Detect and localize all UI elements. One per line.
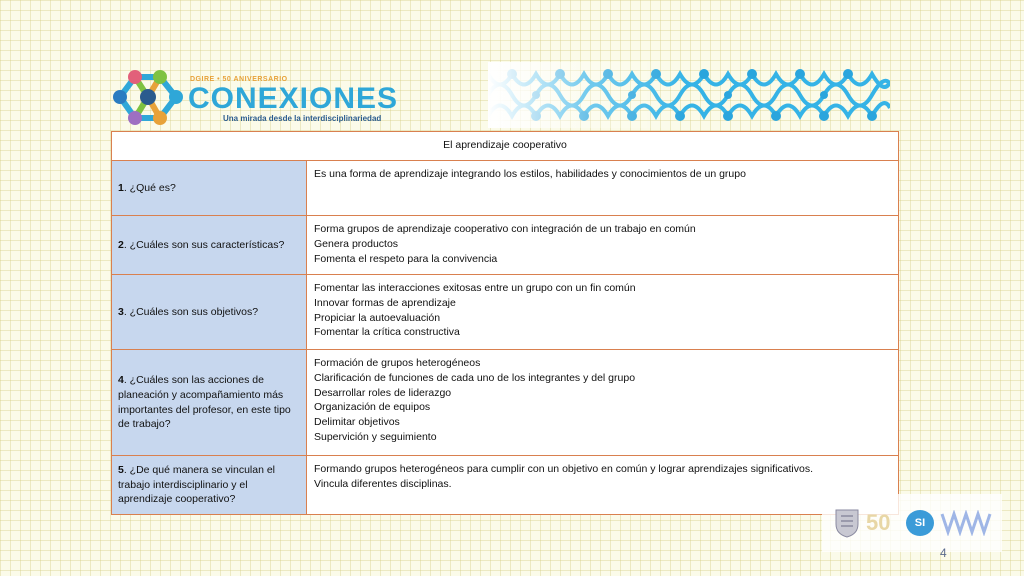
fifty-years-logo-icon — [866, 508, 900, 538]
logo-network-icon — [110, 62, 188, 132]
answer-line: Fomentar las interacciones exitosas entre un grupo con un fin común — [314, 282, 636, 294]
question-cell — [112, 350, 307, 456]
question-text: . ¿Cuáles son las acciones de planeación y acompañamiento más importantes del profesor, en este tipo de trabajo? — [118, 373, 291, 431]
question-cell — [112, 161, 307, 216]
table-row — [112, 456, 899, 515]
question-number: 2 — [118, 238, 124, 251]
question-number: 4 — [118, 373, 124, 386]
answer-line: Propiciar la autoevaluación — [314, 311, 441, 324]
decorative-chain-band — [488, 62, 890, 128]
answer-line: Formación de grupos heterogéneos — [314, 357, 481, 369]
answer-line: Clarificación de funciones de cada uno de los integrantes y del grupo — [314, 371, 636, 384]
logo-subtitle: Una mirada desde la interdisciplinariedad — [223, 114, 382, 123]
question-number: 1 — [118, 181, 124, 194]
question-cell — [112, 275, 307, 350]
answer-line: Organización de equipos — [314, 401, 431, 414]
answer-line: Vincula diferentes disciplinas. — [314, 477, 452, 490]
logo-title: CONEXIONES — [188, 82, 399, 115]
answer-cell — [307, 275, 899, 350]
answer-line: Desarrollar roles de liderazgo — [314, 386, 452, 399]
answer-cell — [307, 161, 899, 216]
question-text: . ¿Cuáles son sus características? — [123, 238, 285, 251]
answer-cell — [307, 216, 899, 275]
question-cell — [112, 456, 307, 515]
answer-line: Fomentar la crítica constructiva — [314, 326, 460, 339]
answer-line: Innovar formas de aprendizaje — [314, 296, 456, 309]
anniversary-label: DGIRE • 50 ANIVERSARIO — [190, 76, 288, 83]
question-number: 3 — [118, 305, 124, 318]
answer-cell — [307, 456, 899, 515]
page-number: 4 — [940, 546, 947, 560]
question-text: . ¿Qué es? — [123, 181, 176, 194]
question-cell — [112, 216, 307, 275]
conexiones-logo — [110, 62, 400, 132]
wavy-logo-icon — [940, 510, 996, 536]
table-row — [112, 161, 899, 216]
table-title: El aprendizaje cooperativo — [112, 132, 899, 161]
answer-line: Supervición y seguimiento — [314, 430, 437, 443]
table-header-row — [112, 132, 899, 161]
question-number: 5 — [118, 463, 124, 476]
footer-logos — [822, 494, 1002, 552]
answer-line: Es una forma de aprendizaje integrando los estilos, habilidades y conocimientos de un grupo — [314, 168, 746, 180]
answer-line: Forma grupos de aprendizaje cooperativo con integración de un trabajo en común — [314, 223, 696, 235]
answer-line: Genera productos — [314, 237, 399, 250]
answer-line: Formando grupos heterogéneos para cumplir con un objetivo en común y lograr aprendizajes significativos. — [314, 463, 814, 475]
si-logo-icon — [906, 510, 934, 536]
table-row — [112, 275, 899, 350]
svg-text:50: 50 — [866, 510, 891, 535]
table-row — [112, 216, 899, 275]
cooperative-learning-table — [111, 131, 899, 515]
question-text: . ¿Cuáles son sus objetivos? — [123, 305, 259, 318]
si-logo-text: SI — [914, 517, 926, 529]
answer-cell — [307, 350, 899, 456]
answer-line: Fomenta el respeto para la convivencia — [314, 252, 498, 265]
answer-line: Delimitar objetivos — [314, 416, 400, 429]
unam-shield-icon — [834, 508, 860, 538]
question-text: . ¿De qué manera se vinculan el trabajo interdisciplinario y el aprendizaje cooperativo? — [118, 463, 276, 506]
table-row — [112, 350, 899, 456]
